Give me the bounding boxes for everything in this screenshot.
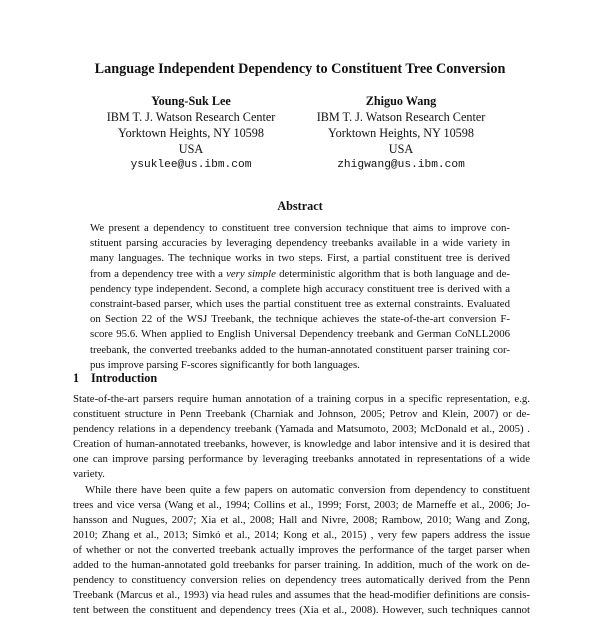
intro-line: added to the human-annotated gold treebanks for parser training. In addition, much of the work on de- bbox=[73, 559, 530, 572]
introduction-text bbox=[73, 392, 530, 618]
abstract-text bbox=[90, 221, 510, 373]
author-email: ysuklee@us.ibm.com bbox=[130, 159, 252, 171]
intro-paragraph-2 bbox=[73, 483, 530, 618]
abstract-line: stituent parsing accuracies by leveraging dependency treebanks available in a wide variety in bbox=[90, 237, 510, 250]
intro-line: one can improve parsing performance by leveraging treebanks annotated in representations of a wide bbox=[73, 453, 530, 466]
abstract-line: on Section 22 of the WSJ Treebank, the technique achieves the state-of-the-art conversion F- bbox=[90, 313, 510, 326]
intro-line: variety. bbox=[73, 468, 105, 481]
author-name: Young-Suk Lee bbox=[151, 94, 231, 108]
abstract-line: treebank, the converted treebanks added to the human-annotated constituent parser training cor- bbox=[90, 343, 510, 356]
abstract-heading: Abstract bbox=[277, 199, 323, 213]
intro-line: hansson and Nugues, 2007; Xia et al., 2008; Hall and Nivre, 2008; Rambow, 2010; Wang and Zong, bbox=[73, 513, 530, 526]
author-block-1 bbox=[81, 93, 301, 173]
author-affiliation: IBM T. J. Watson Research Center bbox=[316, 110, 486, 124]
abstract-line: pus improve parsing F-scores significantly for both languages. bbox=[90, 358, 360, 371]
intro-line: pendency relations in a dependency treebank (Yamada and Matsumoto, 2003; McDonald et al., 2005) . bbox=[73, 423, 530, 436]
abstract-line-with-emphasis bbox=[90, 267, 510, 282]
section-number: 1 bbox=[73, 371, 80, 385]
abstract-line-segment: deterministic algorithm that is both language and de- bbox=[279, 267, 511, 280]
intro-line: tent between the constituent and dependency trees (Xia et al., 2008). However, such techniques cannot bbox=[73, 604, 530, 617]
intro-line: While there have been quite a few papers on automatic conversion from dependency to constituent bbox=[85, 483, 530, 496]
author-affiliation: IBM T. J. Watson Research Center bbox=[106, 110, 276, 124]
intro-line: State-of-the-art parsers require human annotation of a training corpus in a specific representation, e.g. bbox=[73, 393, 530, 405]
abstract-line: score 95.6. When applied to English Universal Dependency treebank and German CoNLL2006 bbox=[90, 328, 510, 341]
abstract-line: constraint-based parser, which uses the partial constituent tree as external constraints. Evaluated bbox=[90, 298, 510, 311]
intro-line: constituent structure in Penn Treebank (Charniak and Johnson, 2005; Petrov and Klein, 2007) or de- bbox=[73, 408, 530, 421]
abstract-line-segment: from a dependency tree with a bbox=[90, 267, 223, 280]
intro-line: Creation of human-annotated treebanks, however, is knowledge and labor intensive and it is desired that bbox=[73, 438, 530, 451]
author-block-2 bbox=[291, 93, 511, 173]
author-name: Zhiguo Wang bbox=[365, 94, 437, 108]
intro-line: 2010; Zhang et al., 2013; Simkó et al., 2014; Kong et al., 2015) , very few papers address the issue bbox=[73, 528, 530, 541]
author-address: Yorktown Heights, NY 10598 bbox=[118, 126, 264, 140]
abstract-line: pendency type independent. Second, a complete high accuracy constituent tree is derived with a bbox=[90, 282, 510, 295]
intro-line: pendency to constituency conversion relies on dependency trees automatically derived from the Penn bbox=[73, 574, 530, 587]
abstract-emphasis: very simple bbox=[226, 267, 276, 280]
abstract-line: We present a dependency to constituent tree conversion technique that aims to improve con- bbox=[90, 222, 510, 234]
intro-line: Treebank (Marcus et al., 1993) via head rules and assumes that the head-modifier definitions are consis- bbox=[73, 589, 530, 602]
section-heading bbox=[73, 370, 157, 386]
intro-paragraph-1 bbox=[73, 392, 530, 483]
author-country: USA bbox=[178, 142, 204, 156]
abstract-line: many languages. The technique works in two steps. First, a partial constituent tree is derived bbox=[90, 252, 510, 265]
author-address: Yorktown Heights, NY 10598 bbox=[328, 126, 474, 140]
intro-line: trees and vice versa (Wang et al., 1994; Collins et al., 1999; Forst, 2003; de Marneffe et al., 2006; Jo- bbox=[73, 498, 530, 511]
paper-title: Language Independent Dependency to Constituent Tree Conversion bbox=[94, 61, 506, 77]
author-email: zhigwang@us.ibm.com bbox=[337, 159, 465, 171]
author-country: USA bbox=[388, 142, 414, 156]
intro-line: of whether or not the converted treebank actually improves the performance of the target parser when bbox=[73, 543, 530, 556]
section-title: Introduction bbox=[91, 371, 158, 385]
